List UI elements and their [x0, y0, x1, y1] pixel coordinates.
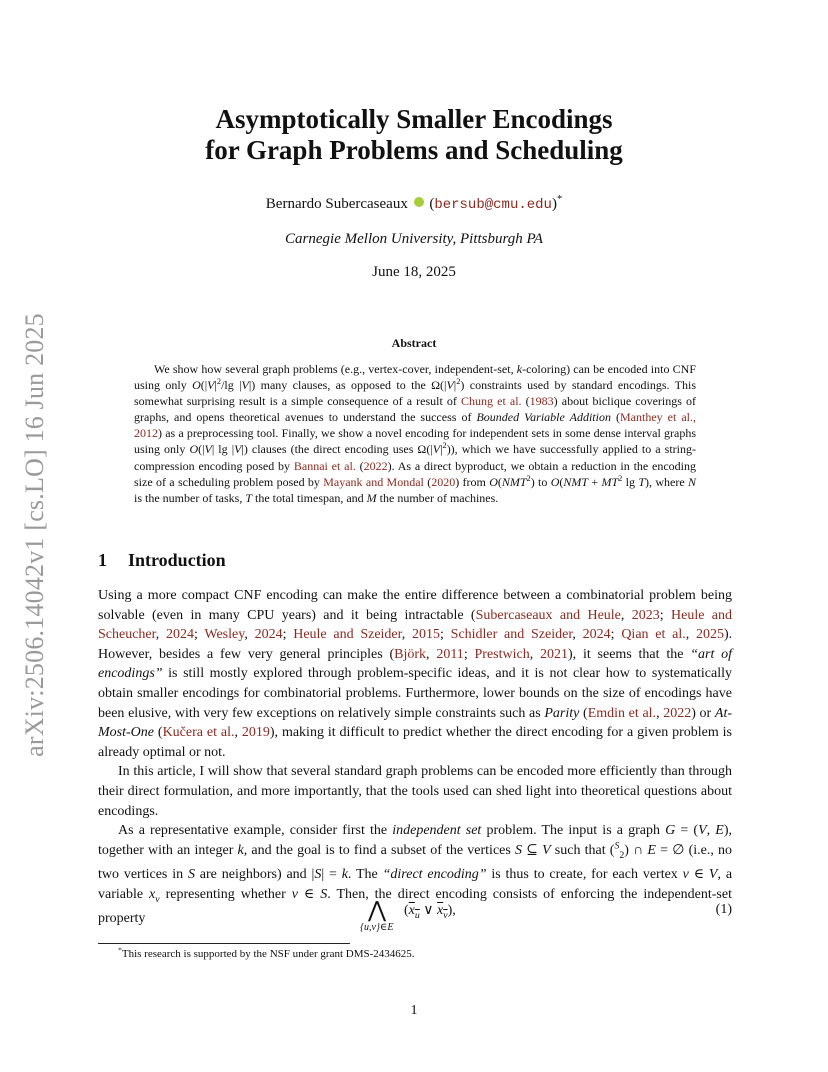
- footnote: *This research is supported by the NSF under grant DMS-2434625.: [118, 945, 415, 960]
- title-line-1: Asymptotically Smaller Encodings: [215, 104, 613, 134]
- citation-link[interactable]: Björk: [394, 646, 427, 662]
- section-heading: [98, 550, 226, 571]
- citation-link[interactable]: Heule and Szeider: [293, 627, 402, 643]
- citation-link[interactable]: 2025: [695, 627, 724, 643]
- citation-link[interactable]: 2024: [582, 627, 611, 643]
- footnote-rule: [98, 943, 350, 944]
- author-line: Bernardo Subercaseaux (bersub@cmu.edu)*: [265, 194, 563, 213]
- equation-number: (1): [715, 902, 732, 917]
- citation-link[interactable]: 2023: [631, 607, 660, 623]
- footnote-text: This research is supported by the NSF under grant DMS-2434625.: [121, 948, 415, 960]
- citation-link[interactable]: Schidler and Szeider: [450, 627, 573, 643]
- citation-link[interactable]: 2019: [241, 725, 270, 741]
- citation-link[interactable]: Bannai et al.: [293, 458, 356, 473]
- section-number: 1: [98, 550, 107, 570]
- body-text: Using a more compact CNF encoding can make the entire difference between a combinatorial problem being solvable (even in many CPU years) and it being intractable (Subercaseaux and Heule, 2023; Heule and Scheucher, 2024; Wesley, 2024; Heule and Szeider, 2015; Schidler and Szeider, 2024; Qian et al., 2025). However, besides a few very general principles (Björk, 2011; Prestwich, 2021), it seems that the “art of encodings” is still mostly explored through problem-specific ideas, and it is not clear how to systematically obtain smaller encodings for combinatorial problems. Furthermore, lower bounds on the size of encodings have been elusive, with very few exceptions on relatively simple constraints such as Parity (Emdin et al., 2022) or At-Most-One (Kučera et al., 2019), making it difficult to predict whether the direct encoding for a given problem is already optimal or not. In this article, I will show that several standard graph problems can be encoded more efficiently than through their direct formulation, and more importantly, that the tools used can shed light into theoretical questions about encodings. As a representative example, consider first the independent set problem. The input is a graph G = (V, E), together with an integer k, and the goal is to find a subset of the vertices S ⊆ V such that ($^S_2$) ∩ E = ∅ (i.e., no two vertices in S are neighbors) and |S| = k. The “direct encoding” is thus to create, for each vertex v ∈ V, a variable $x_v$ representing whether v ∈ S. Then, the direct encoding consists of enforcing the independent-set property: [98, 588, 733, 927]
- abstract-text: We show how several graph problems (e.g., vertex-cover, independent-set, k-coloring) can be encoded into CNF using only $O(|V|^2/\lg$ |V|) many clauses, as opposed to the $\Omega(|V|^2)$ constraints used by standard encodings. This somewhat surprising result is a simple consequence of a result of Chung et al. (1983) about biclique coverings of graphs, and opens theoretical avenues to understand the success of Bounded Variable Addition (Manthey et al., 2012) as a preprocessing tool. Finally, we show a novel encoding for independent sets in some dense interval graphs using only O(|V| lg |V|) clauses (the direct encoding uses $\Omega(|V|^2)$), which we have successfully applied to a string-compression encoding posed by Bannai et al. (2022). As a direct byproduct, we obtain a reduction in the encoding size of a scheduling problem posed by Mayank and Mondal (2020) from O(NMT$^2$) to $O(NMT + MT^2$ lg T), where N is the number of tasks, T the total timespan, and M the number of machines.: [134, 362, 697, 505]
- citation-link[interactable]: 2022: [363, 458, 388, 473]
- citation-link[interactable]: 2015: [412, 627, 441, 643]
- citation-link[interactable]: Wesley: [204, 627, 245, 643]
- equation-expression: ($x_u$ ∨ $x_v$),: [404, 903, 456, 921]
- date: June 18, 2025: [372, 264, 456, 280]
- citation-link[interactable]: Chung et al.: [461, 394, 522, 409]
- equation-subscript: {u,v}∈E: [360, 922, 394, 933]
- citation-link[interactable]: 1983: [529, 394, 554, 409]
- page-number: 1: [410, 1003, 418, 1018]
- abstract-heading: Abstract: [391, 336, 437, 350]
- citation-link[interactable]: Qian et al.: [621, 627, 686, 643]
- title-line-2: for Graph Problems and Scheduling: [205, 135, 623, 165]
- citation-link[interactable]: 2020: [431, 474, 456, 489]
- citation-link[interactable]: 2011: [436, 646, 464, 662]
- arxiv-stamp: arXiv:2506.14042v1 [cs.LO] 16 Jun 2025: [20, 313, 49, 757]
- author-name: Bernardo Subercaseaux: [265, 196, 408, 212]
- citation-link[interactable]: Kučera et al.: [162, 725, 235, 741]
- citation-link[interactable]: Prestwich: [474, 646, 530, 662]
- citation-link[interactable]: Heule and Scheucher: [98, 607, 732, 643]
- paper-title: [0, 104, 828, 166]
- section-title: Introduction: [128, 550, 226, 570]
- equation-1: [98, 897, 732, 937]
- citation-link[interactable]: Manthey et al., 2012: [134, 410, 697, 441]
- citation-link[interactable]: 2021: [540, 646, 569, 662]
- email-link[interactable]: bersub@cmu.edu: [434, 197, 552, 213]
- citation-link[interactable]: 2024: [166, 627, 194, 643]
- citation-link[interactable]: 2022: [663, 705, 692, 721]
- citation-link[interactable]: Subercaseaux and Heule: [475, 607, 621, 623]
- citation-link[interactable]: Emdin et al.: [587, 705, 657, 721]
- orcid-icon[interactable]: [414, 197, 424, 207]
- citation-link[interactable]: 2024: [254, 627, 283, 643]
- citation-link[interactable]: Mayank and Mondal: [323, 474, 424, 489]
- big-wedge-symbol: ⋀: [368, 897, 387, 922]
- affiliation: Carnegie Mellon University, Pittsburgh PA: [285, 231, 543, 247]
